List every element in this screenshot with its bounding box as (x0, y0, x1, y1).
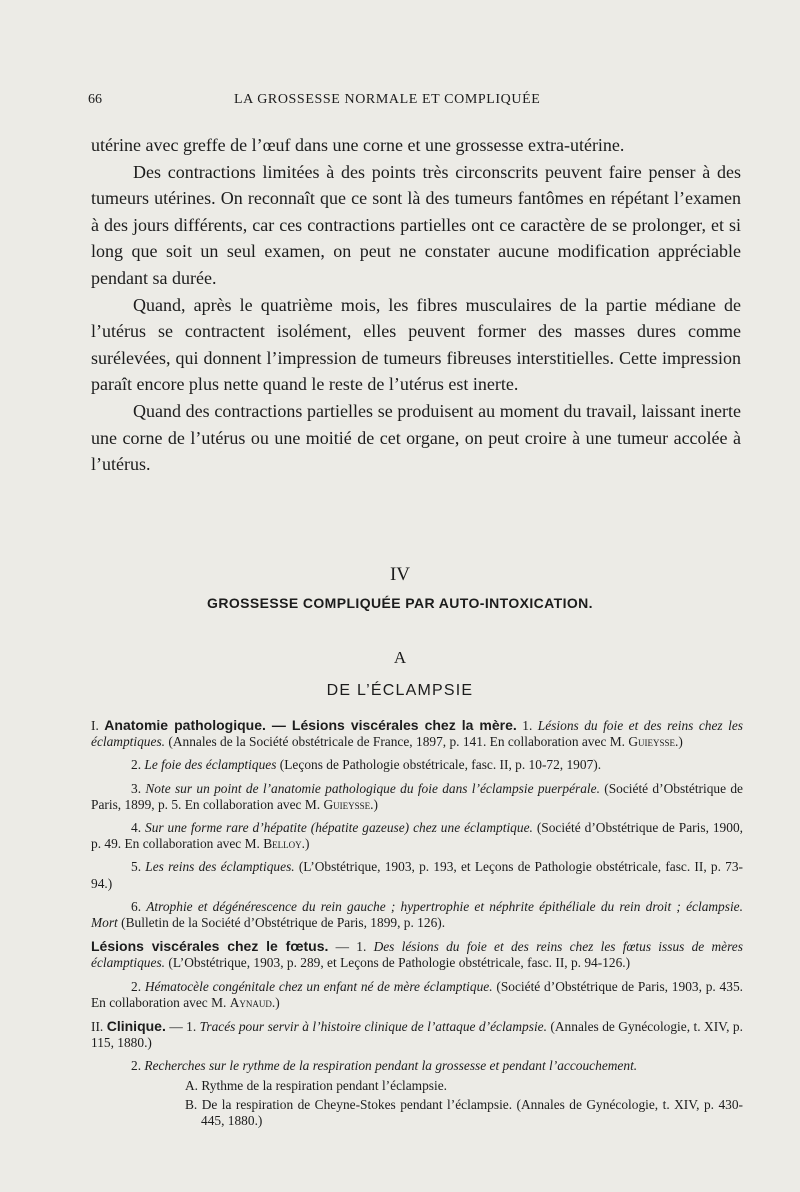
bib-entry-anatomie-5 (91, 859, 743, 891)
paragraph-2: Des contractions limitées à des points très circonscrits peuvent faire penser à des tumeurs utérines. On reconnaît que ce sont là des tumeurs fantômes en répétant l’examen à des jours différents, car ces contractions partielles ont ce caractère de se prolonger, et si long que soit un seul examen, on peut ne constater aucune modification appréciable pendant sa durée. (91, 161, 741, 288)
entry-end: .) (675, 734, 683, 750)
bib-entry-clinique-2 (91, 1058, 743, 1074)
section-number: IV (389, 564, 411, 585)
entry-publication: (Leçons de Pathologie obstétricale, fasc. II, p. 10-72, 1907). (279, 757, 602, 773)
subsection-title: DE L’ÉCLAMPSIE (326, 682, 474, 699)
page-number: 66 (88, 92, 102, 107)
entry-title: Lésions du foie et des reins chez les éclamptiques. (91, 718, 743, 750)
heading-dash: — (169, 1019, 183, 1035)
part-heading: Anatomie pathologique. — Lésions viscérales chez la mère. (104, 717, 517, 733)
entry-number: 2. (131, 1058, 142, 1074)
bib-entry-foetus-1 (91, 938, 743, 971)
entry-number: 3. (131, 780, 142, 796)
entry-number: 5. (131, 859, 142, 875)
bib-subentry-b (91, 1097, 743, 1129)
entry-collaborator: Guieysse (628, 734, 676, 750)
subentry-text: Rythme de la respiration pendant l’éclampsie. (201, 1077, 448, 1093)
entry-number: 1. (186, 1019, 197, 1035)
bib-entry-anatomie-1 (91, 717, 743, 750)
part-label: I. (91, 718, 99, 733)
entry-title: Sur une forme rare d’hépatite (hépatite gazeuse) chez une éclamptique. (145, 820, 533, 836)
bib-entry-clinique-1 (91, 1018, 743, 1051)
entry-publication: (Annales de Gynécologie, t. XIV, p. 115, 1880.) (91, 1019, 743, 1051)
entry-title: Hématocèle congénitale chez un enfant né de mère éclamptique. (144, 978, 493, 994)
section-heading: Lésions viscérales chez le fœtus. (91, 938, 329, 955)
paragraph-3: Quand, après le quatrième mois, les fibres musculaires de la partie médiane de l’utérus se contractent isolément, elles peuvent former des masses dures comme surélevées, qui donnent l’impression de tumeurs fibreuses interstitielles. Cette impression paraît encore plus nette quand le reste de l’utérus est inerte. (91, 294, 741, 395)
subentry-letter: A. (185, 1077, 199, 1093)
part-heading: Clinique. (106, 1018, 166, 1035)
bib-entry-anatomie-3 (91, 781, 743, 813)
entry-publication: (L’Obstétrique, 1903, p. 193, et Leçons de Pathologie obstétricale, fasc. II, p. 73-94.) (91, 859, 743, 891)
entry-title: Atrophie et dégénérescence du rein gauche ; hypertrophie et néphrite épithéliale du rein droit ; éclampsie. Mort (91, 898, 743, 931)
bib-entry-foetus-2 (91, 979, 743, 1011)
bib-entry-anatomie-4 (91, 820, 743, 852)
paragraph-4: Quand des contractions partielles se produisent au moment du travail, laissant inerte une corne de l’utérus ou une moitié de cet organe, on peut croire à une tumeur accolée à l’utérus. (91, 400, 741, 475)
entry-publication: (L’Obstétrique, 1903, p. 289, et Leçons de Pathologie obstétricale, fasc. II, p. 94-126.) (168, 955, 631, 971)
entry-title: Tracés pour servir à l’histoire clinique de l’attaque d’éclampsie. (199, 1019, 547, 1035)
entry-title: Les reins des éclamptiques. (145, 859, 295, 875)
bibliography (91, 717, 743, 1132)
bib-entry-anatomie-2 (91, 757, 743, 773)
entry-number: 6. (131, 898, 142, 914)
entry-number: 2. (131, 978, 142, 994)
running-head (88, 92, 748, 114)
entry-end: .) (271, 994, 280, 1010)
entry-title: Des lésions du foie et des reins chez les fœtus issus de mères éclamptiques. (91, 939, 743, 971)
entry-title: Note sur un point de l’anatomie pathologique du foie dans l’éclampsie puerpérale. (145, 780, 600, 796)
paragraph-1: utérine avec greffe de l’œuf dans une corne et une grossesse extra-utérine. (91, 135, 625, 155)
entry-title: Recherches sur le rythme de la respiration pendant la grossesse et pendant l’accouchement. (144, 1058, 638, 1074)
entry-publication: (Annales de la Société obstétricale de France, 1897, p. 141. En collaboration avec M. (168, 734, 625, 750)
entry-title: Le foie des éclamptiques (144, 757, 277, 773)
entry-collaborator: Aynaud (229, 994, 272, 1010)
heading-dash: — (335, 939, 350, 955)
entry-collaborator: Belloy (263, 836, 302, 852)
subentry-text: De la respiration de Cheyne-Stokes pendant l’éclampsie. (Annales de Gynécologie, t. XIV, p. 430-445, 1880.) (201, 1096, 743, 1129)
subentry-letter: B. (185, 1096, 198, 1112)
entry-end: .) (370, 796, 378, 812)
entry-collaborator: Guieysse (323, 796, 371, 812)
part-label: II. (91, 1019, 104, 1035)
entry-number: 1. (356, 939, 367, 955)
body-text (91, 132, 741, 478)
running-title: LA GROSSESSE NORMALE ET COMPLIQUÉE (234, 92, 541, 107)
bib-subentry-a (91, 1078, 743, 1094)
entry-publication: (Société d’Obstétrique de Paris, 1899, p. 5. En collaboration avec M. (91, 780, 743, 812)
entry-publication: (Bulletin de la Société d’Obstétrique de Paris, 1899, p. 126). (121, 915, 446, 931)
entry-end: .) (301, 836, 310, 852)
entry-number: 4. (131, 820, 142, 836)
section-title: GROSSESSE COMPLIQUÉE PAR AUTO-INTOXICATION. (207, 595, 593, 611)
entry-publication: (Société d’Obstétrique de Paris, 1900, p. 49. En collaboration avec M. (91, 820, 743, 852)
entry-publication: (Société d’Obstétrique de Paris, 1903, p. 435. En collaboration avec M. (91, 978, 743, 1010)
bib-entry-anatomie-6 (91, 899, 743, 931)
entry-number: 1. (522, 718, 533, 733)
entry-number: 2. (131, 757, 142, 773)
subsection-letter: A (393, 648, 407, 667)
